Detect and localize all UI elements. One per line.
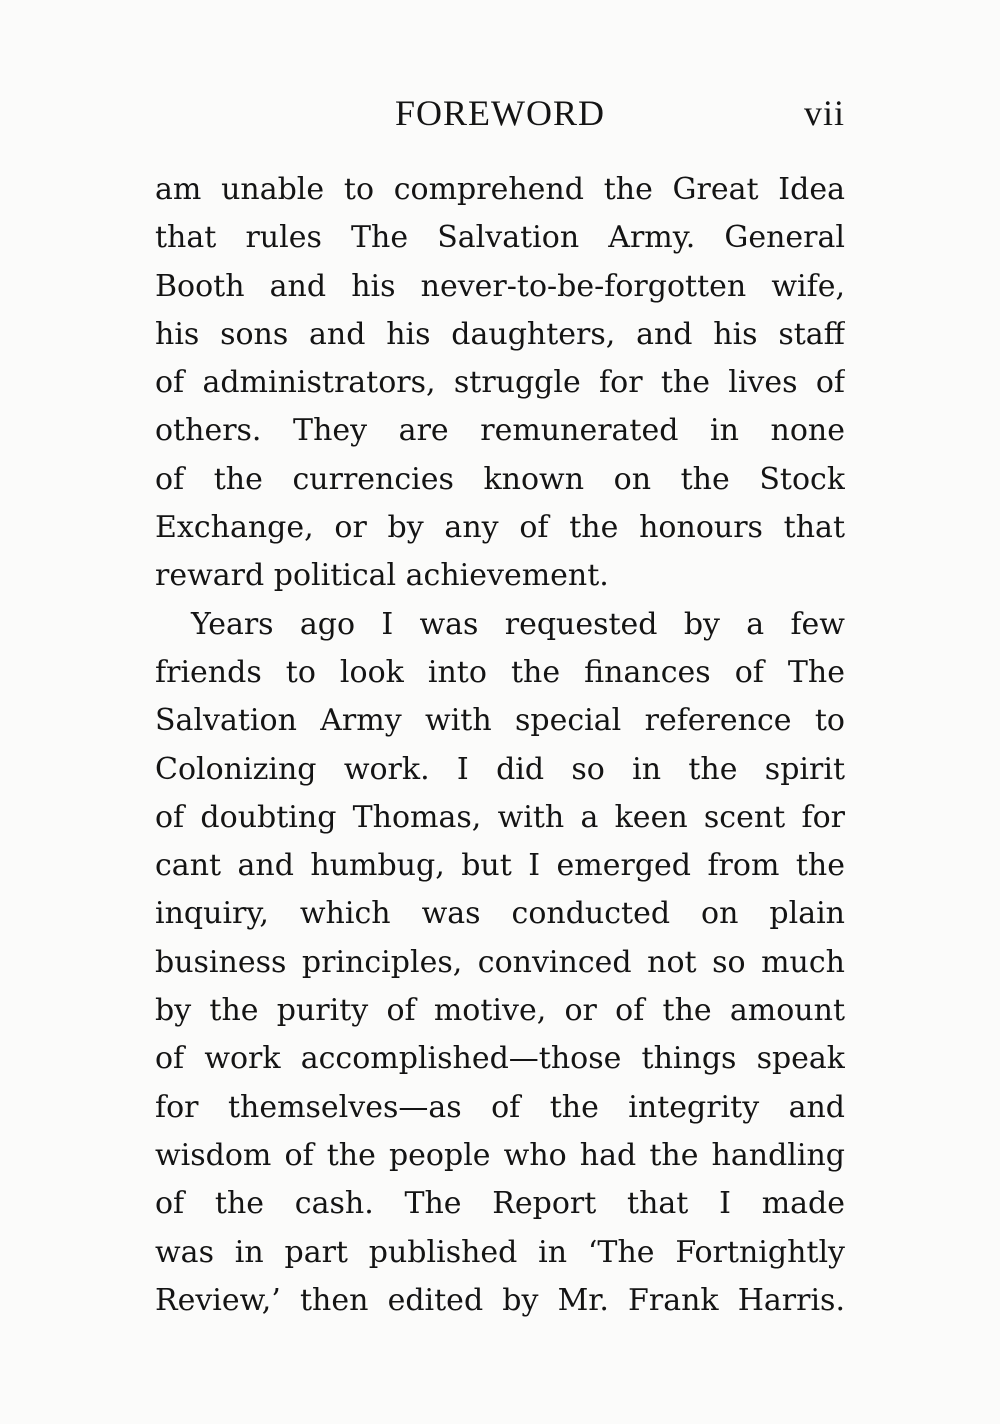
text-line: of the currencies known on the Stock: [155, 461, 845, 497]
text-line: Years ago I was requested by a few: [191, 606, 845, 642]
text-line: others. They are remunerated in none: [155, 413, 845, 449]
text-line: friends to look into the finances of The: [155, 654, 845, 690]
text-line: Salvation Army with special reference to: [155, 703, 845, 739]
text-line: am unable to comprehend the Great Idea: [155, 172, 845, 207]
text-line: Colonizing work. I did so in the spirit: [155, 751, 845, 787]
text-line: reward political achievement.: [155, 558, 609, 594]
text-line: of work accomplished—those things speak: [155, 1041, 845, 1077]
text-line: of administrators, struggle for the lives of: [155, 365, 845, 401]
paragraph-2: [155, 601, 845, 1325]
running-head: [155, 92, 845, 136]
text-line: cant and humbug, but I emerged from the: [155, 848, 845, 884]
text-line: Review,’ then edited by Mr. Frank Harris.: [155, 1282, 845, 1318]
text-line: that rules The Salvation Army. General: [155, 220, 845, 256]
text-line: Booth and his never-to-be-forgotten wife,: [155, 268, 845, 304]
text-line: for themselves—as of the integrity and: [155, 1089, 845, 1125]
text-line: of the cash. The Report that I made: [155, 1186, 845, 1222]
text-line: business principles, convinced not so much: [155, 944, 845, 980]
text-line: of doubting Thomas, with a keen scent for: [155, 799, 845, 835]
text-line: Exchange, or by any of the honours that: [155, 510, 845, 546]
paragraph-1: [155, 166, 845, 601]
page-number: vii: [803, 93, 845, 133]
body-text: [155, 166, 845, 1325]
text-line: by the purity of motive, or of the amount: [155, 993, 845, 1029]
text-line: his sons and his daughters, and his staff: [155, 316, 845, 352]
text-line: wisdom of the people who had the handling: [155, 1137, 845, 1173]
text-line: inquiry, which was conducted on plain: [155, 896, 845, 932]
chapter-title: FOREWORD: [394, 93, 605, 133]
text-line: was in part published in ‘The Fortnightly: [155, 1234, 845, 1270]
